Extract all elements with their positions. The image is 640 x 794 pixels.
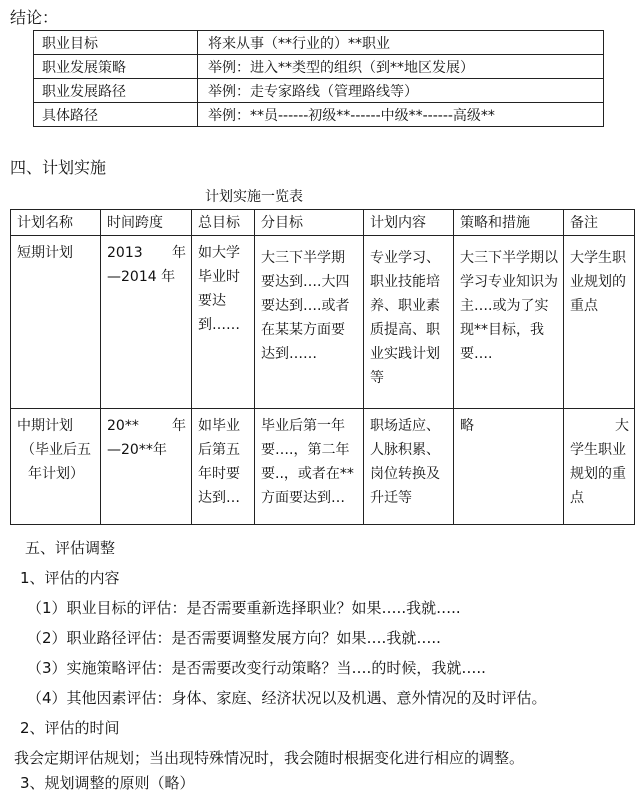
section4-heading: 四、计划实施 [10, 158, 107, 177]
table-row [34, 31, 604, 55]
paragraph: 我会定期评估规划；当出现特殊情况时，我会随时根据变化进行相应的调整。 [14, 749, 525, 767]
subgoal-cell: 毕业后第一年要….，第二年要..，或者在**方面要达到… [255, 409, 364, 525]
conclusion-value: 举例：走专家路线（管理路线等） [198, 79, 604, 103]
plan-name-cell: 短期计划 [11, 236, 101, 409]
time-span-cell: 20** 年 —20**年 [101, 409, 192, 525]
strategy-cell: 大三下半学期以学习专业知识为主….或为了实现**目标，我要…. [454, 236, 564, 409]
table-row [34, 55, 604, 79]
header-cell: 计划名称 [11, 210, 101, 236]
plan-table [10, 209, 635, 525]
goal-cell: 如毕业后第五年时要达到… [192, 409, 255, 525]
list-item: （4）其他因素评估：身体、家庭、经济状况以及机遇、意外情况的及时评估。 [27, 689, 547, 707]
table-row [34, 103, 604, 127]
subsection-heading: 3、规划调整的原则（略） [20, 774, 195, 792]
conclusion-key: 职业发展策略 [34, 55, 198, 79]
conclusion-value: 举例：进入**类型的组织（到**地区发展） [198, 55, 604, 79]
subsection-heading: 1、评估的内容 [20, 569, 120, 587]
goal-cell: 如大学毕业时要达到…… [192, 236, 255, 409]
list-item: （2）职业路径评估：是否需要调整发展方向？如果….我就….. [27, 629, 441, 647]
table-row [11, 236, 635, 409]
header-cell: 时间跨度 [101, 210, 192, 236]
conclusion-key: 职业目标 [34, 31, 198, 55]
conclusion-value: 举例：**员------初级**------中级**------高级** [198, 103, 604, 127]
note-cell: 大 学生职业规划的重点 [564, 409, 635, 525]
header-cell: 总目标 [192, 210, 255, 236]
table-header-row [11, 210, 635, 236]
table-row [11, 409, 635, 525]
subgoal-cell: 大三下半学期要达到….大四要达到….或者在某某方面要达到…… [255, 236, 364, 409]
header-cell: 备注 [564, 210, 635, 236]
conclusion-key: 职业发展路径 [34, 79, 198, 103]
conclusion-value: 将来从事（**行业的）**职业 [198, 31, 604, 55]
note-cell: 大学生职业规划的重点 [564, 236, 635, 409]
table-caption: 计划实施一览表 [205, 189, 303, 205]
content-cell: 专业学习、职业技能培养、职业素质提高、职业实践计划等 [364, 236, 454, 409]
subsection-heading: 2、评估的时间 [20, 719, 120, 737]
plan-name-cell: 中期计划 （毕业后五年计划） [11, 409, 101, 525]
time-span-cell: 2013 年 —2014 年 [101, 236, 192, 409]
header-cell: 分目标 [255, 210, 364, 236]
conclusion-key: 具体路径 [34, 103, 198, 127]
strategy-cell: 略 [454, 409, 564, 525]
list-item: （3）实施策略评估：是否需要改变行动策略？当….的时候，我就….. [27, 659, 486, 677]
conclusion-table [33, 30, 604, 127]
header-cell: 策略和措施 [454, 210, 564, 236]
header-cell: 计划内容 [364, 210, 454, 236]
content-cell: 职场适应、人脉积累、岗位转换及升迁等 [364, 409, 454, 525]
list-item: （1）职业目标的评估：是否需要重新选择职业？如果…..我就….. [27, 599, 461, 617]
table-row [34, 79, 604, 103]
conclusion-heading: 结论： [10, 8, 59, 27]
section5-heading: 五、评估调整 [25, 539, 116, 557]
